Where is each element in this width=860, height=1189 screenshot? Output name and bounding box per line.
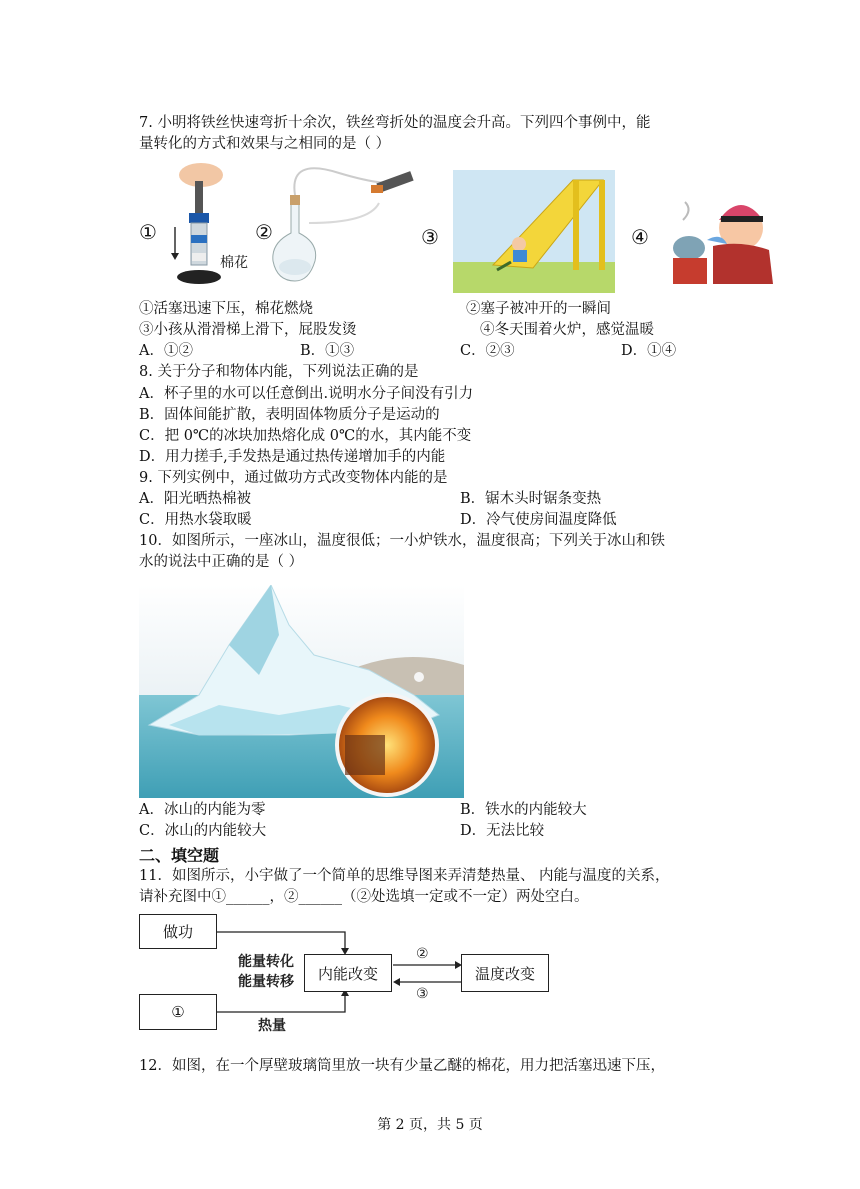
mindmap-label-transfer: 能量转移	[238, 974, 294, 990]
q9-option-c: C．用热水袋取暖	[139, 512, 252, 528]
q12-stem-line1: 12．如图，在一个厚壁玻璃筒里放一块有少量乙醚的棉花，用力把活塞迅速下压，	[139, 1058, 665, 1074]
mindmap-box-temperature: 温度改变	[461, 954, 549, 992]
q7-caption-1: ①活塞迅速下压，棉花燃烧	[139, 301, 313, 317]
q8-stem: 8. 关于分子和物体内能，下列说法正确的是	[139, 364, 419, 380]
q7-figure-stove	[663, 180, 777, 292]
q10-figure-iceberg	[139, 585, 464, 798]
mindmap-box-work: 做功	[139, 914, 217, 949]
q8-option-a: A．杯子里的水可以任意倒出.说明水分子间没有引力	[139, 386, 474, 402]
q10-option-a: A．冰山的内能为零	[139, 802, 266, 818]
q7-caption-4: ④冬天围着火炉，感觉温暖	[480, 322, 654, 338]
mindmap-label-heat: 热量	[258, 1018, 286, 1034]
q10-option-c: C．冰山的内能较大	[139, 823, 267, 839]
q7-label-3: ③	[421, 225, 439, 249]
q7-option-c: C．②③	[460, 343, 515, 359]
section-heading: 二、填空题	[139, 846, 220, 865]
q8-option-b: B．固体间能扩散，表明固体物质分子是运动的	[139, 407, 440, 423]
mindmap-box-internal-energy: 内能改变	[304, 954, 392, 992]
q7-caption-3: ③小孩从滑滑梯上滑下，屁股发烫	[139, 322, 357, 338]
q7-stem-line1: 7. 小明将铁丝快速弯折十余次，铁丝弯折处的温度会升高。下列四个事例中，能	[139, 115, 651, 131]
q7-option-b: B．①③	[300, 343, 355, 359]
q10-stem-line2: 水的说法中正确的是（ ）	[139, 554, 304, 570]
q11-stem-line2: 请补充图中①______，②______（②处选填一定或不一定）两处空白。	[139, 889, 589, 905]
q8-option-c: C．把 0℃的冰块加热熔化成 0℃的水，其内能不变	[139, 428, 472, 444]
mindmap-label-conversion: 能量转化	[238, 954, 294, 970]
q10-option-b: B．铁水的内能较大	[460, 802, 587, 818]
q7-label-2: ②	[255, 220, 273, 244]
q9-stem: 9. 下列实例中，通过做功方式改变物体内能的是	[139, 470, 448, 486]
q7-option-d: D．①④	[621, 343, 677, 359]
q9-option-b: B．锯木头时锯条变热	[460, 491, 602, 507]
mindmap-box-blank1: ①	[139, 994, 217, 1030]
q8-option-d: D．用力搓手,手发热是通过热传递增加手的内能	[139, 449, 446, 465]
mindmap-arrow-label-3: ③	[416, 986, 429, 1002]
q9-option-a: A．阳光晒热棉被	[139, 491, 251, 507]
q7-figure-slide	[453, 170, 615, 293]
q7-label-1: ①	[139, 220, 157, 244]
q7-option-a: A．①②	[139, 343, 193, 359]
page-footer: 第 2 页，共 5 页	[377, 1117, 483, 1133]
q7-stem-line2: 量转化的方式和效果与之相同的是（ ）	[139, 136, 391, 152]
q11-stem-line1: 11．如图所示，小宇做了一个简单的思维导图来弄清楚热量、 内能与温度的关系，	[139, 868, 670, 884]
q7-figure-1-2	[139, 163, 419, 291]
q7-caption-2: ②塞子被冲开的一瞬间	[466, 301, 611, 317]
q10-option-d: D．无法比较	[460, 823, 545, 839]
cotton-label: 棉花	[220, 255, 248, 271]
q10-stem-line1: 10．如图所示，一座冰山，温度很低；一小炉铁水，温度很高；下列关于冰山和铁	[139, 533, 665, 549]
q7-label-4: ④	[631, 225, 649, 249]
mindmap-arrow-label-2: ②	[416, 946, 429, 962]
q9-option-d: D．冷气使房间温度降低	[460, 512, 617, 528]
